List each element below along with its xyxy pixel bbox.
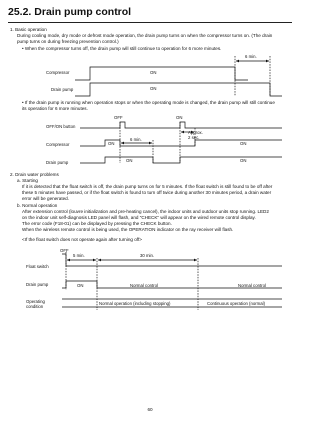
d2-approx-1: Approx. [188, 130, 203, 135]
d1-drain-on: ON [150, 86, 157, 91]
problems-a-line3: error will be generated. [22, 196, 69, 201]
problems-b-line2: on the indoor unit self-diagnosis LED panel will flash, and "CHECK" will appear on the wired remote control display. [22, 215, 256, 220]
basic-bullet-2-line1: • If the drain pump is running when operation stops or when the operating mode is changed, the drain pump will still continue [22, 100, 275, 105]
d2-comp-on-left: ON [108, 141, 115, 146]
d2-off-label: OFF [114, 115, 123, 120]
d1-time-label: 6 min. [245, 54, 257, 59]
basic-para-line1: During cooling mode, dry mode or defrost mode operation, the drain pump turns on when the compressor turns on. (The drain [17, 33, 273, 38]
d3-time1: 5 min. [73, 253, 85, 258]
d3-row-drain: Drain pump [26, 282, 49, 287]
d3-drain-on: ON [77, 283, 84, 288]
d2-time-label: 6 min. [130, 137, 142, 142]
d3-op-normal: Normal operation (including stopping) [99, 301, 171, 306]
problems-b-line3: The error code (F18-01) can be displayed by pressing the CHECK button. [22, 221, 172, 226]
d3-row-op-2: condition [26, 304, 44, 309]
basic-heading: 1. Basic operation [10, 27, 47, 32]
d3-drain-normal: Normal control [130, 283, 158, 288]
page-title: 25.2. Drain pump control [8, 6, 132, 18]
problems-heading: 2. Drain water problems [10, 172, 59, 177]
d2-on-label: ON [176, 115, 183, 120]
d1-compressor-on: ON [150, 70, 157, 75]
d2-row-button: OFF/ON button [46, 124, 76, 129]
d2-row-compressor: Compressor [46, 142, 70, 147]
problems-caption: <If the float switch does not operate again after turning off> [22, 237, 142, 242]
d2-row-drain: Drain pump [46, 160, 69, 165]
d1-row-compressor: Compressor [46, 70, 70, 75]
d2-drain-on-right: ON [240, 158, 247, 163]
d2-comp-on-right: ON [240, 141, 247, 146]
d3-drain-normal-right: Normal control [238, 283, 266, 288]
problems-a-line1: If it is detected that the float switch is off, the drain pump turns on for 5 minutes. If the float switch is still found to be off after [22, 184, 273, 189]
d3-off-label: OFF [60, 248, 69, 253]
basic-para-line2: pump turns on during freezing prevention control.) [17, 39, 119, 44]
d2-approx-2: 2 sec. [188, 135, 200, 140]
d2-drain-on-left: ON [126, 158, 133, 163]
d3-time2: 30 min. [140, 253, 155, 258]
problems-b-line4: When the wireless remote control is being used, the OPERATION indicator on the ray receiver will flash. [22, 227, 234, 232]
d3-op-continuous: Continuous operation (normal) [207, 301, 266, 306]
basic-bullet-2-line2: its operation for 6 more minutes. [22, 106, 88, 111]
page-number: 60 [147, 407, 153, 412]
problems-b-line1: After extension control (louvre initialization and pre-heating cancel), the indoor units and outdoor units stop running. LED2 [22, 209, 269, 214]
problems-a-line2: these 5 minutes have passed, or if the float switch is found to turn off twice during another 30 minutes period, a drain water [22, 190, 272, 195]
d3-row-float: Float switch [26, 264, 49, 269]
d1-row-drain-pump: Drain pump [51, 87, 74, 92]
d3-row-op-1: Operating [26, 299, 45, 304]
problems-a-heading: a. Starting [17, 178, 38, 183]
problems-b-heading: b. Normal operation [17, 203, 58, 208]
basic-bullet-1: • When the compressor turns off, the drain pump will still continue to operation for 6 more minutes. [22, 46, 222, 51]
